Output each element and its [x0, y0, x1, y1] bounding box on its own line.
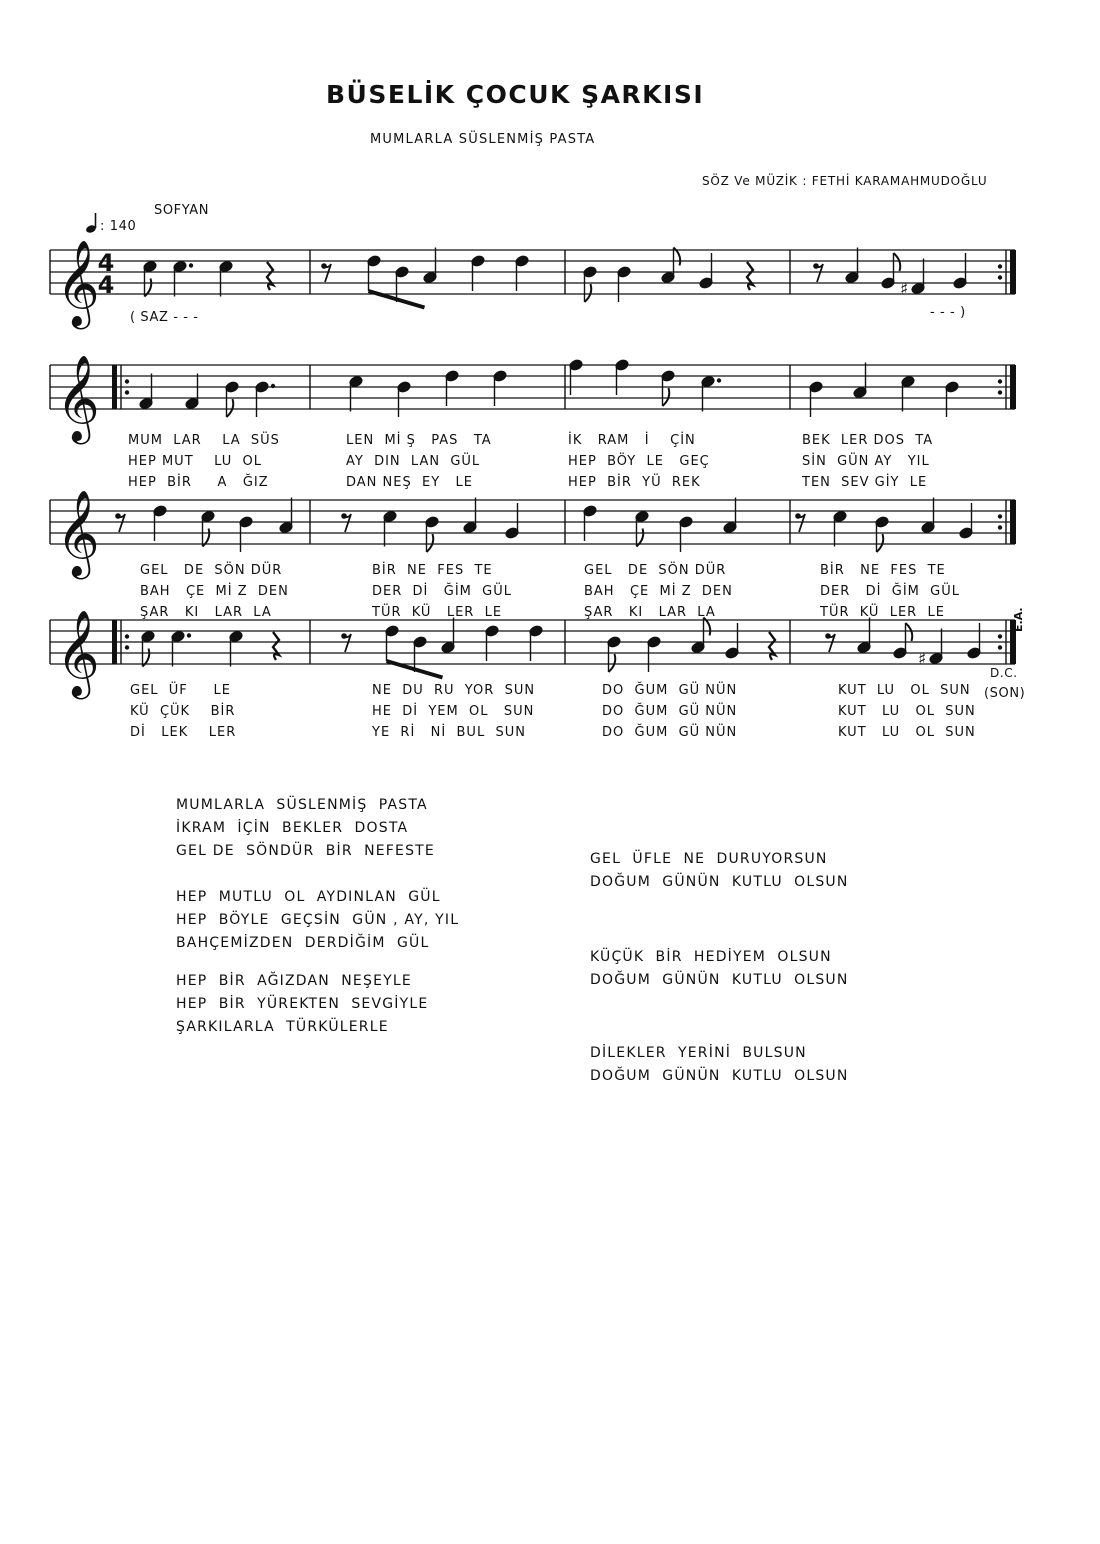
lyric-segment: DO ĞUM GÜ NÜN: [602, 725, 738, 740]
lyric-segment: ŞAR KI LAR LA: [140, 605, 272, 620]
lyric-segment: NE DU RU YOR SUN: [372, 683, 536, 698]
poem-line: İKRAM İÇİN BEKLER DOSTA: [176, 820, 409, 836]
lyric-segment: GEL DE SÖN DÜR: [584, 563, 727, 578]
lyric-segment: YE Rİ Nİ BUL SUN: [372, 725, 526, 740]
eighth-rest-icon: [798, 514, 805, 532]
tempo-mark: : 140: [100, 219, 137, 234]
lyric-segment: DO ĞUM GÜ NÜN: [602, 683, 738, 698]
saz-left-label: ( SAZ - - -: [130, 310, 199, 325]
poem-line: HEP BÖYLE GEÇSİN GÜN , AY, YIL: [176, 912, 460, 928]
saz-right-label: - - - ): [930, 305, 966, 320]
note-dot: [187, 633, 191, 637]
repeat-dot: [998, 264, 1002, 268]
lyric-segment: SİN GÜN AY YIL: [802, 454, 930, 469]
lyric-segment: HEP BÖY LE GEÇ: [568, 454, 710, 469]
repeat-thick-line: [1010, 250, 1016, 294]
poem-line: GEL DE SÖNDÜR BİR NEFESTE: [176, 843, 435, 859]
repeat-dot: [998, 379, 1002, 383]
lyric-segment: HEP MUT LU OL: [128, 454, 263, 469]
lyric-segment: İK RAM İ ÇİN: [568, 433, 696, 448]
lyric-segment: LEN Mİ Ş PAS TA: [346, 433, 492, 448]
note-dot: [717, 378, 721, 382]
time-signature-top: 4: [97, 249, 115, 277]
lyric-segment: HE Dİ YEM OL SUN: [372, 704, 535, 719]
note-flag: [894, 253, 901, 271]
lyric-segment: KÜ ÇÜK BİR: [130, 704, 236, 719]
composer-credit: SÖZ Ve MÜZİK : FETHİ KARAMAHMUDOĞLU: [702, 174, 988, 188]
eighth-rest-icon: [118, 514, 125, 532]
repeat-dot: [998, 645, 1002, 649]
lyric-segment: DAN NEŞ EY LE: [346, 475, 473, 490]
note-flag: [663, 388, 670, 406]
note-flag: [585, 284, 592, 302]
lyric-segment: KUT LU OL SUN: [838, 704, 976, 719]
song-subtitle: MUMLARLA SÜSLENMİŞ PASTA: [370, 132, 596, 147]
note-flag: [609, 654, 616, 672]
lyric-segment: AY DIN LAN GÜL: [346, 454, 481, 469]
lyric-segment: TÜR KÜ LER LE: [372, 605, 503, 620]
lyric-segment: BİR NE FES TE: [372, 563, 493, 578]
poem-line: DOĞUM GÜNÜN KUTLU OLSUN: [590, 1068, 849, 1084]
page-title: BÜSELİK ÇOCUK ŞARKISI: [326, 80, 705, 109]
repeat-thick-line: [1010, 500, 1016, 544]
note-dot: [271, 384, 275, 388]
poem-line: DOĞUM GÜNÜN KUTLU OLSUN: [590, 874, 849, 890]
poem-line: BAHÇEMİZDEN DERDİĞİM GÜL: [176, 935, 430, 951]
lyric-segment: KUT LU OL SUN: [838, 725, 976, 740]
eighth-rest-icon: [324, 264, 331, 282]
sharp-icon: ♯: [918, 649, 927, 670]
poem-line: HEP MUTLU OL AYDINLAN GÜL: [176, 889, 441, 905]
lyric-segment: BEK LER DOS TA: [802, 433, 934, 448]
poem-line: ŞARKILARLA TÜRKÜLERLE: [176, 1019, 389, 1035]
repeat-dot: [125, 645, 129, 649]
son-mark: (SON): [984, 686, 1026, 701]
repeat-dot: [125, 634, 129, 638]
poem-line: DİLEKLER YERİNİ BULSUN: [590, 1045, 807, 1061]
lyric-segment: TÜR KÜ LER LE: [820, 605, 945, 620]
lyric-segment: DER Dİ ĞİM GÜL: [820, 584, 960, 599]
note-flag: [227, 399, 234, 417]
lyric-segment: HEP BİR YÜ REK: [568, 475, 701, 490]
quarter-rest-icon: [273, 632, 279, 660]
repeat-dot: [998, 275, 1002, 279]
lyric-segment: HEP BİR A ĞIZ: [128, 475, 269, 490]
poem-line: KÜÇÜK BİR HEDİYEM OLSUN: [590, 949, 832, 965]
usul-label: SOFYAN: [154, 203, 210, 218]
note-flag: [427, 534, 434, 552]
repeat-dot: [998, 514, 1002, 518]
lyric-segment: GEL DE SÖN DÜR: [140, 563, 283, 578]
lyric-segment: BAH ÇE Mİ Z DEN: [140, 584, 289, 599]
lyric-segment: BİR NE FES TE: [820, 563, 946, 578]
note-flag: [877, 534, 884, 552]
treble-clef-icon: 𝄞: [56, 355, 100, 441]
quarter-rest-icon: [267, 262, 273, 290]
treble-clef-icon: 𝄞: [56, 240, 100, 326]
repeat-dot: [998, 390, 1002, 394]
lyric-segment: KUT LU OL SUN: [838, 683, 971, 698]
lyric-segment: Dİ LEK LER: [130, 725, 237, 740]
poem-line: DOĞUM GÜNÜN KUTLU OLSUN: [590, 972, 849, 988]
treble-clef-icon: 𝄞: [56, 610, 100, 696]
poem-line: GEL ÜFLE NE DURUYORSUN: [590, 851, 828, 867]
treble-clef-icon: 𝄞: [56, 490, 100, 576]
note-flag: [906, 623, 913, 641]
eighth-rest-icon: [344, 634, 351, 652]
repeat-thick-line: [1010, 365, 1016, 409]
quarter-rest-icon: [769, 632, 775, 660]
lyric-segment: DER Dİ ĞİM GÜL: [372, 584, 512, 599]
repeat-thick-line: [112, 620, 117, 664]
poem-line: HEP BİR AĞIZDAN NEŞEYLE: [176, 973, 412, 989]
lyric-segment: DO ĞUM GÜ NÜN: [602, 704, 738, 719]
repeat-dot: [998, 525, 1002, 529]
sharp-icon: ♯: [900, 279, 909, 300]
eighth-rest-icon: [816, 264, 823, 282]
repeat-dot: [125, 390, 129, 394]
lyric-segment: TEN SEV GİY LE: [802, 475, 928, 490]
lyric-segment: ŞAR KI LAR LA: [584, 605, 716, 620]
poem-line: MUMLARLA SÜSLENMİŞ PASTA: [176, 797, 428, 813]
repeat-thick-line: [112, 365, 117, 409]
note-dot: [189, 263, 193, 267]
repeat-dot: [998, 634, 1002, 638]
eighth-rest-icon: [344, 514, 351, 532]
poem-line: HEP BİR YÜREKTEN SEVGİYLE: [176, 996, 429, 1012]
lyric-segment: BAH ÇE Mİ Z DEN: [584, 584, 733, 599]
ea-mark: E.A.: [1012, 607, 1025, 632]
quarter-rest-icon: [747, 262, 753, 290]
dc-mark: D.C.: [990, 666, 1018, 680]
repeat-dot: [125, 379, 129, 383]
eighth-rest-icon: [828, 634, 835, 652]
time-signature-bottom: 4: [97, 271, 115, 299]
lyric-segment: GEL ÜF LE: [130, 683, 231, 698]
lyric-segment: MUM LAR LA SÜS: [128, 433, 280, 448]
